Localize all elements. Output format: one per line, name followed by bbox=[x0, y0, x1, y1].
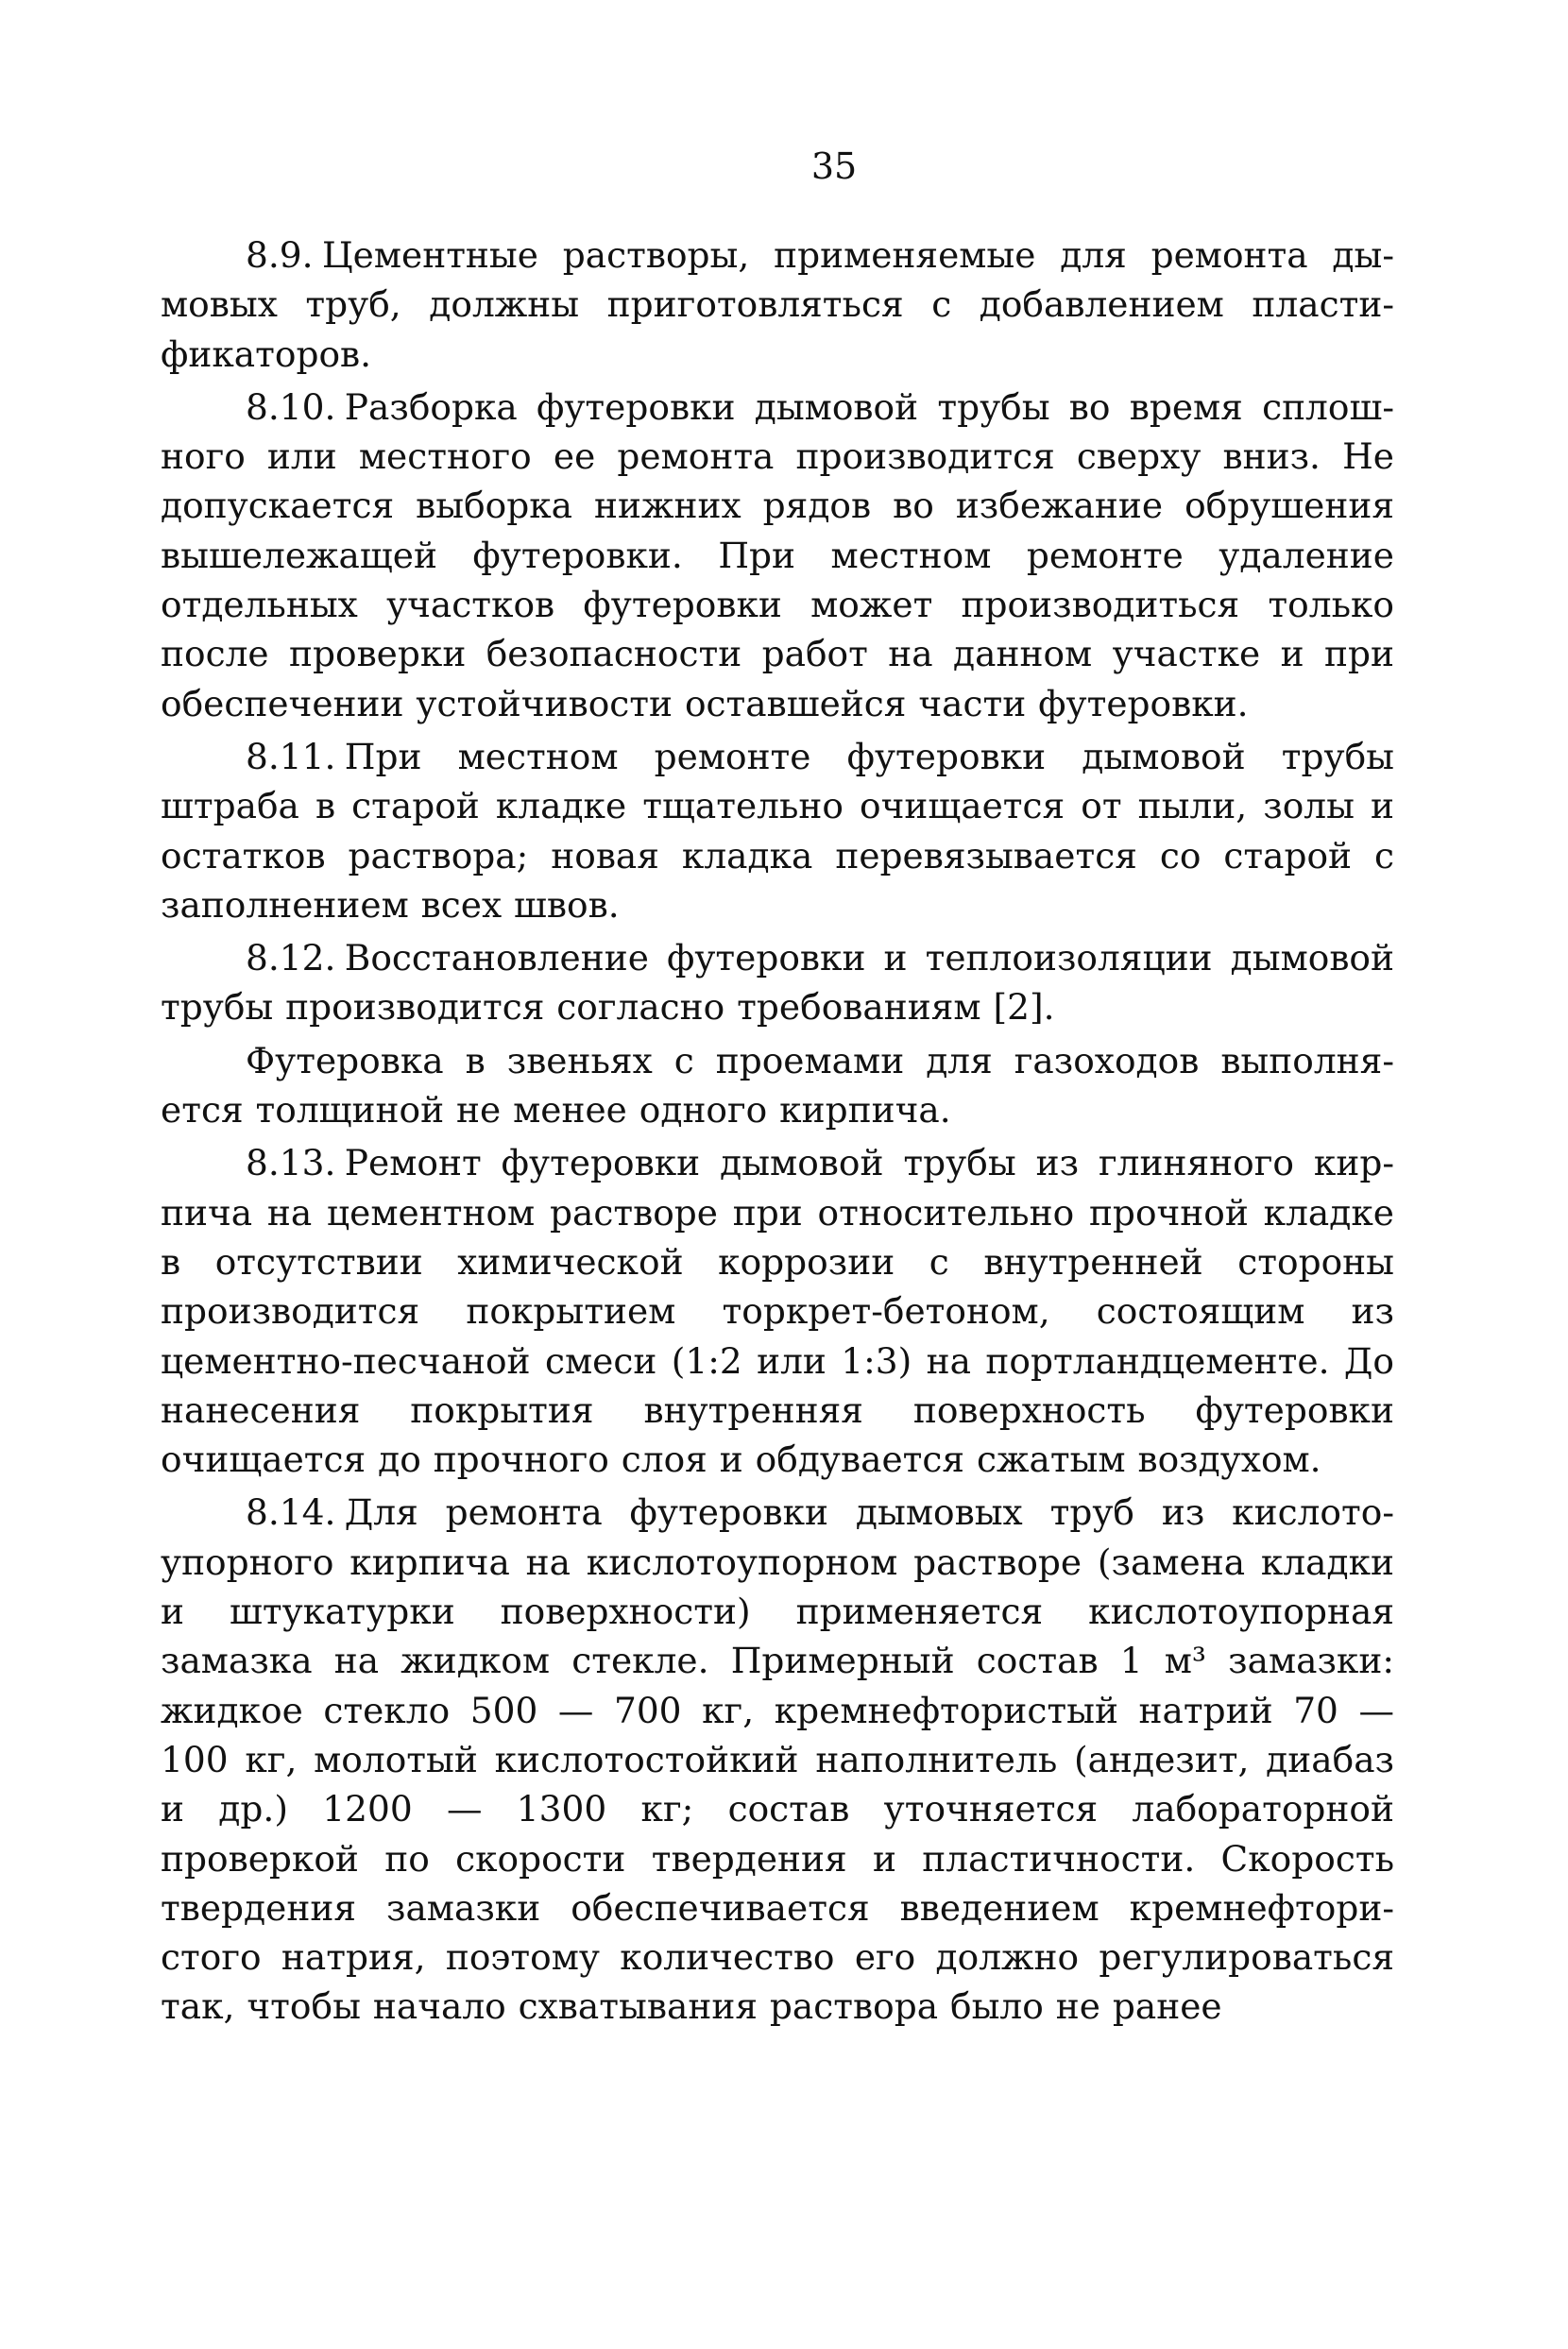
paragraph-text: Цементные растворы, применяемые для ремонта дымовых труб, должны приготовляться с добавлением пластификаторов. bbox=[161, 234, 1394, 375]
paragraph-text: Восстановление футеровки и теплоизоляции дымовой трубы производится согласно требованиям [2]. bbox=[161, 937, 1394, 1029]
paragraph-text: Футеровка в звеньях с проемами для газоходов выполняется толщиной не менее одного кирпича. bbox=[161, 1039, 1394, 1132]
clause-number: 8.13. bbox=[246, 1142, 336, 1184]
paragraph-text: Разборка футеровки дымовой трубы во время сплошного или местного ее ремонта производится сверху вниз. Не допускается выборка нижних рядов во избежание обрушения вышележащей футеровки. При местном ремонте удаление отдельных участков футеровки может производиться только после проверки безопасности работ на данном участке и при обеспечении устойчивости оставшейся части футеровки. bbox=[161, 385, 1394, 724]
paragraph-8-9 bbox=[161, 230, 1394, 379]
paragraph-8-11 bbox=[161, 732, 1394, 929]
paragraph-text: Ремонт футеровки дымовой трубы из глиняного кирпича на цементном растворе при относительно прочной кладке в отсутствии химической коррозии с внутренней стороны производится покрытием торкрет-бетоном, состоящим из цементно-песчаной смеси (1:2 или 1:3) на портландцементе. До нанесения покрытия внутренняя поверхность футеровки очищается до прочного слоя и обдувается сжатым воздухом. bbox=[161, 1142, 1394, 1481]
paragraph-8-14 bbox=[161, 1488, 1394, 2031]
paragraph-8-10 bbox=[161, 383, 1394, 728]
clause-number: 8.11. bbox=[246, 735, 336, 777]
clause-number: 8.14. bbox=[246, 1491, 336, 1534]
document-page bbox=[161, 142, 1394, 2032]
page-number: 35 bbox=[810, 145, 858, 187]
paragraph-text: При местном ремонте футеровки дымовой трубы штраба в старой кладке тщательно очищается от пыли, золы и остатков раствора; новая кладка перевязывается со старой с заполнением всех швов. bbox=[161, 735, 1394, 926]
paragraph-text: Для ремонта футеровки дымовых труб из кислотоупорного кирпича на кислотоупорном растворе (замена кладки и штукатурки поверхности) применяется кислотоупорная замазка на жидком стекле. Примерный состав 1 м³ замазки: жидкое стекло 500 — 700 кг, кремнефтористый натрий 70 — 100 кг, молотый кислотостойкий наполнитель (андезит, диабаз и др.) 1200 — 1300 кг; состав уточняется лабораторной проверкой по скорости твердения и пластичности. Скорость твердения замазки обеспечивается введением кремнефтористого натрия, поэтому количество его должно регулироваться так, чтобы начало схватывания раствора было не ранее bbox=[161, 1491, 1394, 2028]
clause-number: 8.9. bbox=[246, 234, 314, 276]
paragraph-lining-openings bbox=[161, 1036, 1394, 1135]
clause-number: 8.10. bbox=[246, 385, 336, 428]
paragraph-8-12 bbox=[161, 933, 1394, 1032]
clause-number: 8.12. bbox=[246, 937, 336, 979]
paragraph-8-13 bbox=[161, 1138, 1394, 1484]
